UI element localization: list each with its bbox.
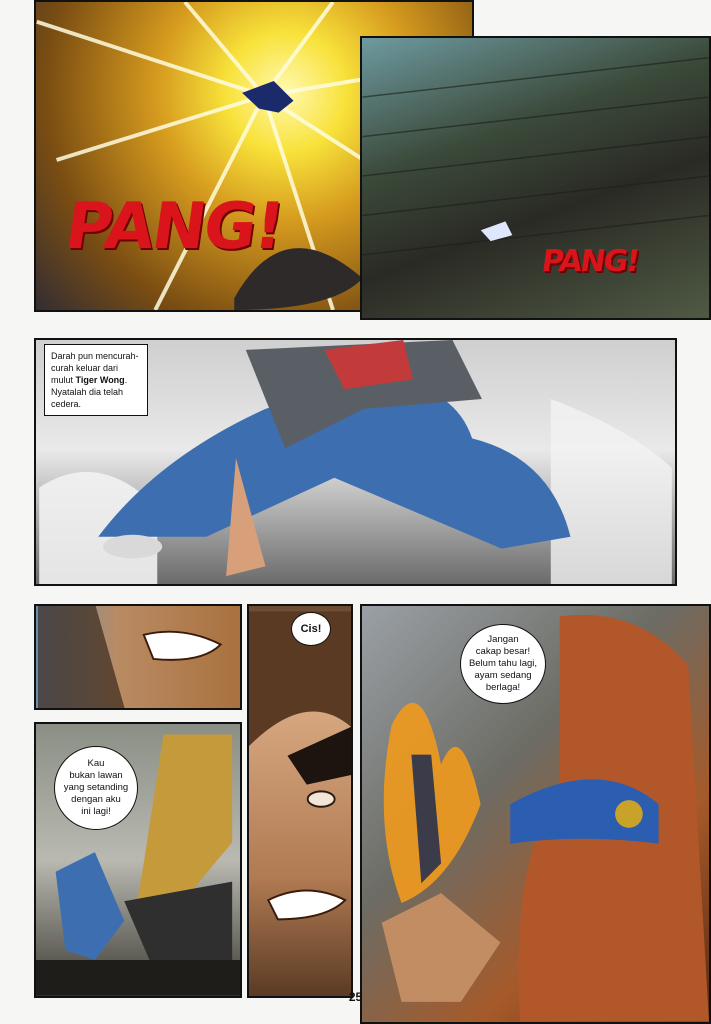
sfx-pang-large: PANG! [60, 190, 288, 264]
panel-tiger-wong-kneeling [34, 338, 677, 586]
speech-bubble-kau [54, 746, 138, 830]
speech-bubble-cis: Cis! [291, 612, 331, 646]
panel-armored-villain [360, 604, 711, 1024]
panel-angry-face [247, 604, 353, 998]
narration-caption [44, 344, 148, 416]
panel-kick [34, 722, 242, 998]
jangan-line-2: cakap besar! [475, 646, 531, 657]
wall-planks [362, 38, 709, 318]
sfx-pang-small: PANG! [539, 244, 641, 279]
panel-dart-wall [360, 36, 711, 320]
caption-text-end: . Nyatalah dia telah cedera. [51, 375, 128, 409]
jangan-line-3: Belum tahu lagi, [468, 658, 538, 669]
page-number: 25 [348, 990, 363, 1004]
kau-line-3: yang setanding [63, 782, 129, 793]
caption-name: Tiger Wong [75, 375, 125, 385]
jangan-line-1: Jangan [487, 634, 519, 645]
caption-text-start: Darah pun mencurah-curah keluar dari mulut [51, 351, 139, 385]
kau-line-4: dengan aku [71, 794, 121, 805]
kau-line-2: bukan lawan [69, 770, 123, 781]
jangan-line-5: berlaga! [485, 682, 521, 693]
kau-line-5: ini lagi! [81, 806, 111, 817]
jangan-line-4: ayam sedang [474, 670, 532, 681]
speech-bubble-jangan [460, 624, 546, 704]
panel-gritted-teeth [34, 604, 242, 710]
teeth-closeup [36, 606, 240, 708]
kau-line-1: Kau [87, 758, 105, 769]
angry-face [249, 606, 351, 996]
